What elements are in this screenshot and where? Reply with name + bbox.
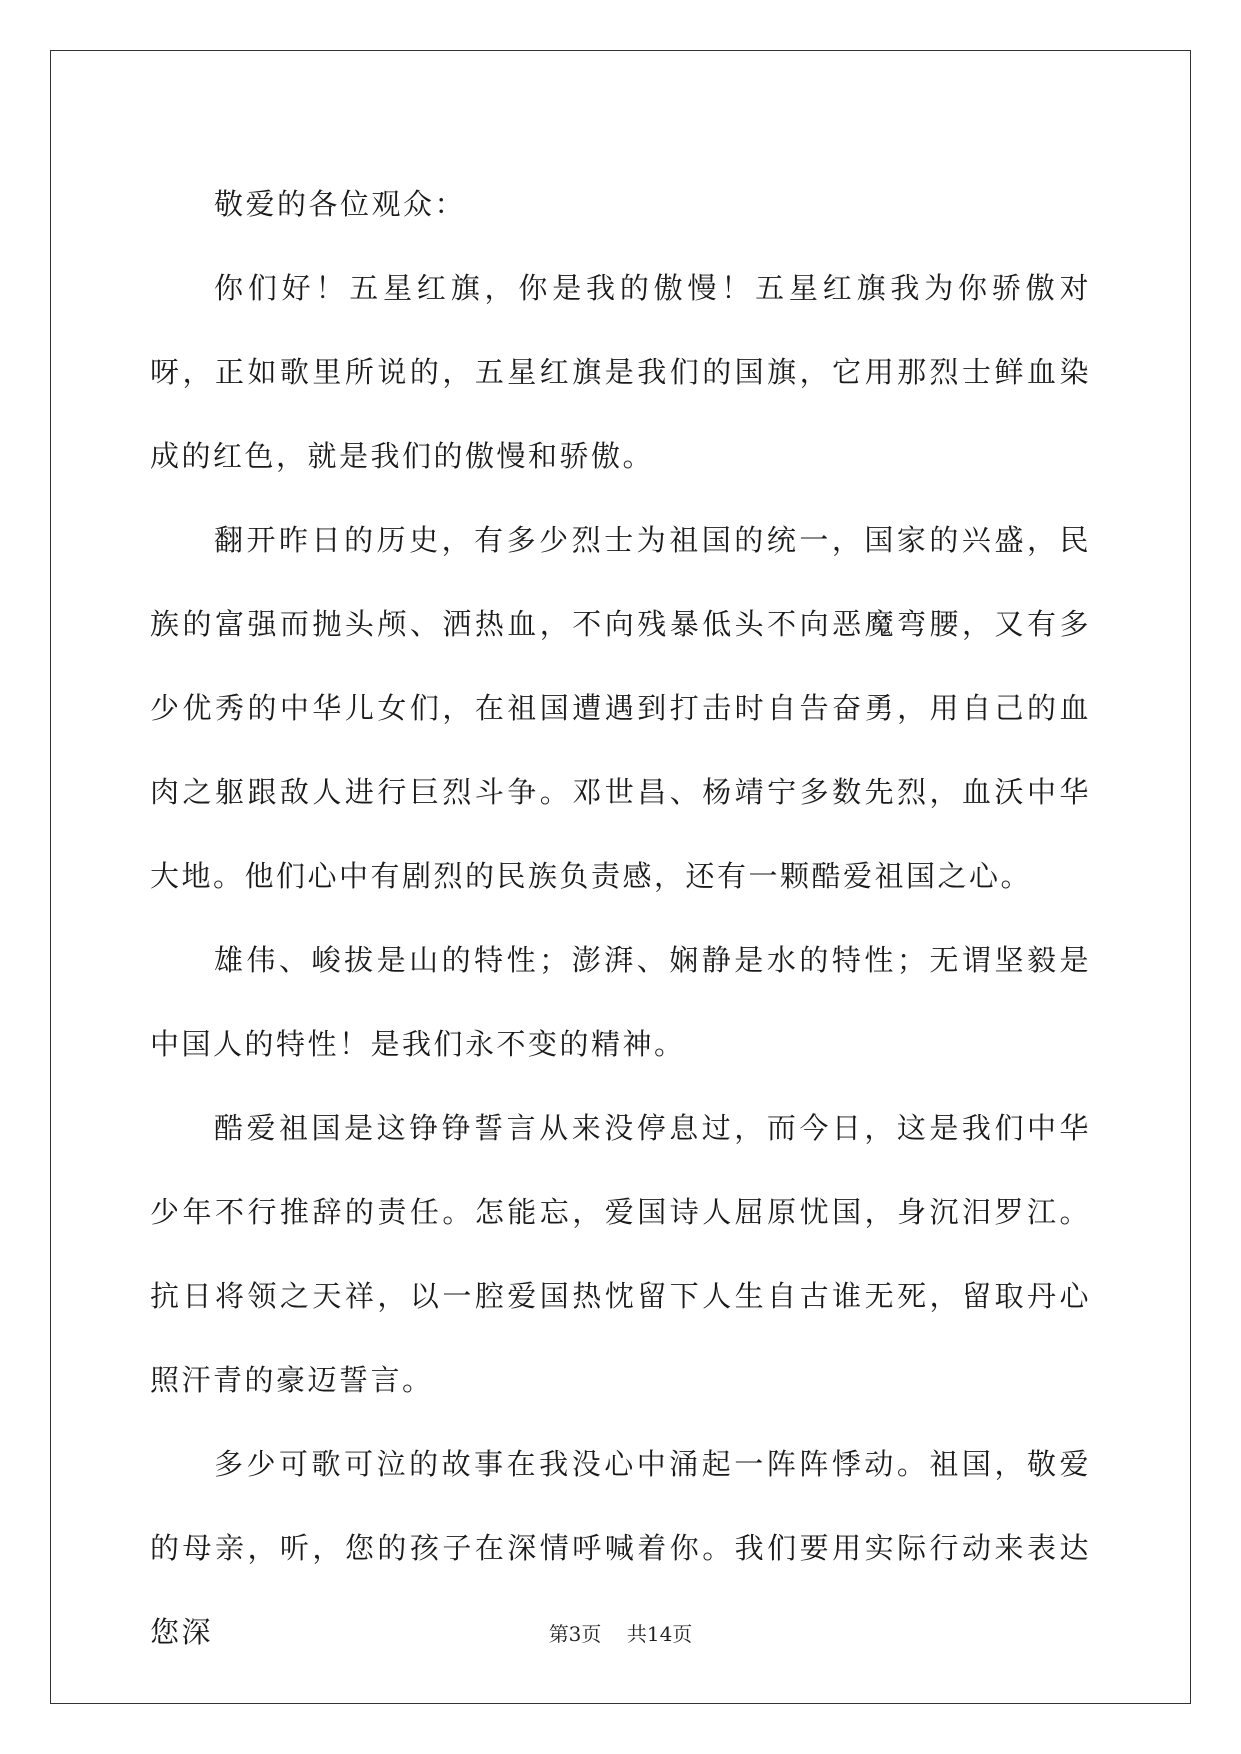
- page-number: 第3页: [548, 1622, 602, 1646]
- paragraph-4: 酷爱祖国是这铮铮誓言从来没停息过，而今日，这是我们中华少年不行推辞的责任。怎能忘，爱国诗人屈原忧国，身沉汨罗江。抗日将领之天祥，以一腔爱国热忱留下人生自古谁无死，留取丹心照汗青的豪迈誓言。: [150, 1111, 1091, 1397]
- footer-spacer: [601, 1622, 626, 1646]
- page-footer: [0, 1618, 1241, 1647]
- document-body: [150, 162, 1091, 1674]
- paragraph-5: 多少可歌可泣的故事在我没心中涌起一阵阵悸动。祖国，敬爱的母亲，听，您的孩子在深情呼喊着你。我们要用实际行动来表达您深: [150, 1447, 1091, 1649]
- paragraph-greeting: 敬爱的各位观众：: [214, 187, 467, 221]
- paragraph-2: 翻开昨日的历史，有多少烈士为祖国的统一，国家的兴盛，民族的富强而抛头颅、洒热血，不向残暴低头不向恶魔弯腰，又有多少优秀的中华儿女们，在祖国遭遇到打击时自告奋勇，用自己的血肉之躯跟敌人进行巨烈斗争。邓世昌、杨靖宁多数先烈，血沃中华大地。他们心中有剧烈的民族负责感，还有一颗酷爱祖国之心。: [150, 523, 1091, 893]
- paragraph-3: 雄伟、峻拔是山的特性；澎湃、娴静是水的特性；无谓坚毅是中国人的特性！是我们永不变的精神。: [150, 943, 1091, 1061]
- page-total: 共14页: [626, 1622, 693, 1646]
- paragraph-1: 你们好！五星红旗，你是我的傲慢！五星红旗我为你骄傲对呀，正如歌里所说的，五星红旗是我们的国旗，它用那烈士鲜血染成的红色，就是我们的傲慢和骄傲。: [150, 271, 1091, 473]
